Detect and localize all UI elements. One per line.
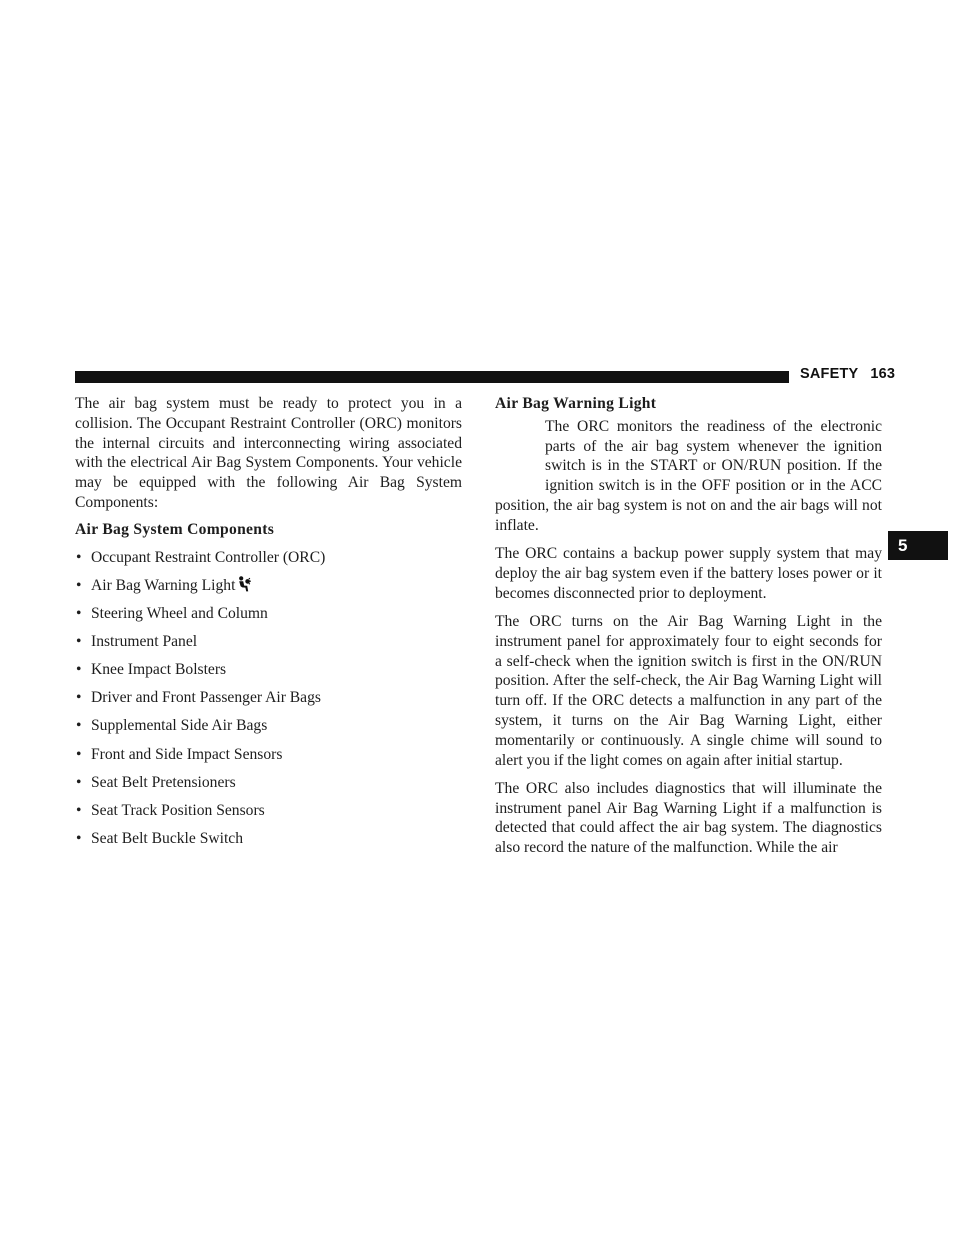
section-title: SAFETY bbox=[800, 366, 859, 382]
list-item bbox=[75, 829, 462, 849]
header-rule bbox=[75, 371, 789, 383]
left-column bbox=[75, 394, 462, 849]
list-item bbox=[75, 801, 462, 821]
list-item bbox=[75, 576, 462, 596]
list-item-text: Instrument Panel bbox=[91, 633, 198, 651]
list-item-text: Seat Track Position Sensors bbox=[91, 801, 265, 819]
list-item-text: Steering Wheel and Column bbox=[91, 605, 268, 623]
bullet-dot: • bbox=[76, 548, 82, 566]
bullet-dot: • bbox=[76, 773, 82, 791]
list-item-text: Driver and Front Passenger Air Bags bbox=[91, 689, 321, 707]
airbag-warning-icon bbox=[237, 576, 251, 592]
right-column bbox=[495, 394, 882, 858]
bullet-dot: • bbox=[76, 689, 82, 707]
list-item-text: Air Bag Warning Light bbox=[91, 576, 236, 594]
running-header bbox=[800, 366, 895, 382]
list-item bbox=[75, 773, 462, 793]
list-item bbox=[75, 745, 462, 765]
chapter-tab: 5 bbox=[888, 531, 948, 560]
warning-light-heading: Air Bag Warning Light bbox=[495, 395, 657, 412]
bullet-dot: • bbox=[76, 801, 82, 819]
bullet-dot: • bbox=[76, 633, 82, 651]
list-item bbox=[75, 660, 462, 680]
list-item-text: Supplemental Side Air Bags bbox=[91, 717, 268, 735]
bullet-dot: • bbox=[76, 576, 82, 594]
body-paragraph: The ORC contains a backup power supply system that may deploy the air bag system even if the battery loses power or it becomes disconnected prior to deployment. bbox=[495, 545, 882, 602]
intro-paragraph: The air bag system must be ready to protect you in a collision. The Occupant Restraint Controller (ORC) monitors the internal circuits and interconnecting wiring associated with the electrical Air Bag System Components. Your vehicle may be equipped with the following Air Bag System Components: bbox=[75, 395, 462, 511]
bullet-dot: • bbox=[76, 745, 82, 763]
list-item bbox=[75, 716, 462, 736]
body-paragraph: The ORC also includes diagnostics that will illuminate the instrument panel Air Bag Warning Light if a malfunction is detected that could affect the air bag system. The diagnostics also record the nature of the malfunction. While the air bbox=[495, 779, 882, 857]
warning-light-block bbox=[495, 417, 882, 536]
bullet-dot: • bbox=[76, 717, 82, 735]
bullet-dot: • bbox=[76, 605, 82, 623]
page-number: 163 bbox=[870, 366, 896, 382]
components-heading: Air Bag System Components bbox=[75, 520, 275, 538]
list-item-text: Seat Belt Buckle Switch bbox=[91, 829, 244, 847]
list-item bbox=[75, 548, 462, 568]
list-item bbox=[75, 688, 462, 708]
bullet-dot: • bbox=[76, 829, 82, 847]
icon-placeholder bbox=[495, 417, 545, 493]
list-item-text: Occupant Restraint Controller (ORC) bbox=[91, 548, 326, 566]
list-item bbox=[75, 604, 462, 624]
list-item-text: Seat Belt Pretensioners bbox=[91, 773, 236, 791]
bullet-dot: • bbox=[76, 661, 82, 679]
list-item-text: Knee Impact Bolsters bbox=[91, 661, 227, 679]
components-list bbox=[75, 548, 462, 849]
body-paragraph: The ORC turns on the Air Bag Warning Light in the instrument panel for approximately four to eight seconds for a self-check when the ignition switch is first in the ON/RUN position. After the self-check, the Air Bag Warning Light will turn off. If the ORC detects a malfunction in any part of the system, it turns on the Air Bag Warning Light, either momentarily or continuously. A single chime will sound to alert you if the light comes on again after initial startup. bbox=[495, 612, 882, 769]
list-item bbox=[75, 632, 462, 652]
warning-paragraph: The ORC monitors the readiness of the electronic parts of the air bag system whenever the ignition switch is in the START or ON/RUN position. If the ignition switch is in the OFF position or in the ACC position, the air bag system is not on and the air bags will not inflate. bbox=[495, 417, 882, 534]
list-item-text: Front and Side Impact Sensors bbox=[91, 745, 283, 763]
